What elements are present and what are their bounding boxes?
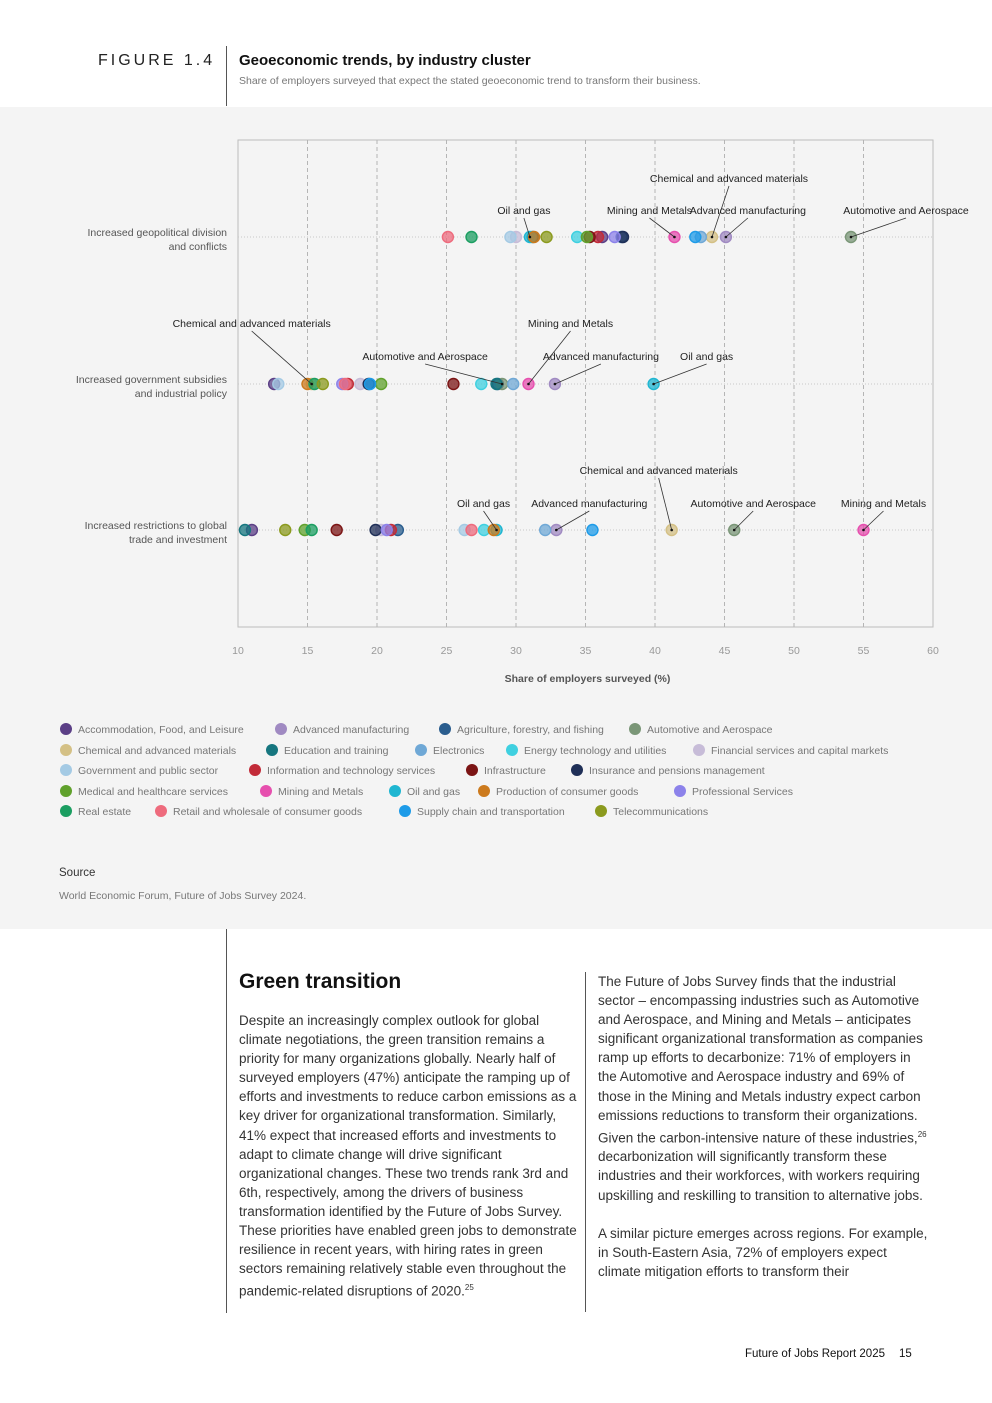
data-point [508, 379, 519, 390]
dot-plot-chart [0, 107, 992, 707]
annotation-anchor [529, 236, 532, 239]
legend-item [60, 762, 218, 780]
figure-subtitle: Share of employers surveyed that expect the stated geoeconomic trend to transform their business. [239, 75, 701, 87]
data-point [587, 525, 598, 536]
legend-item [389, 783, 460, 801]
legend-label: Electronics [433, 744, 485, 757]
legend-item [399, 803, 565, 821]
legend-swatch [60, 723, 72, 735]
x-axis-label: Share of employers surveyed (%) [504, 673, 671, 685]
data-point [609, 232, 620, 243]
legend-item [60, 783, 228, 801]
legend-swatch [155, 805, 167, 817]
legend-swatch [399, 805, 411, 817]
page-footer [745, 1348, 912, 1360]
data-point [491, 379, 502, 390]
legend-label: Telecommunications [613, 806, 709, 818]
x-tick-label: 60 [927, 645, 939, 657]
legend-swatch [60, 805, 72, 817]
legend-label: Real estate [78, 806, 132, 818]
annotation-label: Mining and Metals [527, 318, 614, 330]
x-tick-label: 45 [718, 645, 731, 657]
data-point [273, 379, 284, 390]
row-label: Increased geopolitical division [87, 227, 227, 239]
legend-swatch [506, 744, 518, 756]
legend-swatch [439, 723, 451, 735]
legend-item [466, 762, 546, 780]
paragraph-text: A similar picture emerges across regions. For example, in South-Eastern Asia, 72% of employers expect climate mitigation efforts to transform their [598, 1225, 928, 1279]
annotation-anchor [652, 383, 655, 386]
legend-item [60, 803, 131, 821]
data-point [466, 232, 477, 243]
data-point [581, 232, 592, 243]
annotation-anchor [850, 236, 853, 239]
legend-swatch [60, 744, 72, 756]
row-label: trade and investment [128, 534, 227, 546]
annotation-label: Chemical and advanced materials [172, 318, 331, 330]
footnote-ref[interactable]: 26 [917, 1129, 927, 1139]
x-tick-label: 15 [301, 645, 314, 657]
legend-swatch [674, 785, 686, 797]
legend-label: Insurance and pensions management [589, 765, 765, 777]
data-point [306, 525, 317, 536]
legend-label: Professional Services [692, 785, 793, 798]
legend-item [249, 762, 435, 780]
text-divider-right [585, 972, 586, 1312]
legend-item [629, 721, 773, 739]
paragraph-text: Despite an increasingly complex outlook for global climate negotiations, the green transition remains a priority for many organizations globally. Nearly half of surveyed employers (47%) anticipate the ramping up of efforts and investments to reduce carbon emissions as a key driver for organizational transformation. Similarly, 41% expect that increased efforts and investments to adapt to climate change will drive significant organizational changes. These two trends rank 3rd and 6th, respectively, among the drivers of business transformation identified by the Future of Jobs Survey. These priorities have enabled green jobs to demonstrate resilience in recent years, with hiring rates in green sectors remaining relatively stable even throughout the pandemic-related disruptions of 2020. [239, 1013, 577, 1299]
annotation-anchor [711, 236, 714, 239]
legend-label: Supply chain and transportation [417, 806, 565, 818]
annotation-label: Oil and gas [456, 498, 511, 510]
figure-title: Geoeconomic trends, by industry cluster [239, 52, 531, 69]
legend-item [571, 762, 765, 780]
annotation-label: Automotive and Aerospace [843, 205, 969, 217]
paragraph-text: The Future of Jobs Survey finds that the industrial sector – encompassing industries such as Automotive and Aerospace, and Mining and Metals – anticipates significant organizational transformation as companies ramp up efforts to decarbonize: 71% of employers in the Automotive and Aerospace industry and 69% of those in the Mining and Metals industry expect carbon emissions reductions to transform their organizations. Given the carbon-intensive nature of these industries, [598, 974, 923, 1146]
page-number: 15 [899, 1348, 912, 1360]
legend-label: Education and training [284, 744, 389, 757]
annotation-label: Chemical and advanced materials [649, 173, 809, 185]
legend-swatch [571, 764, 583, 776]
annotation-anchor [862, 529, 865, 532]
data-point [381, 525, 392, 536]
text-divider-left [226, 929, 227, 1313]
data-point [331, 525, 342, 536]
legend-label: Oil and gas [407, 785, 461, 798]
legend-label: Medical and healthcare services [78, 785, 228, 798]
source-text: World Economic Forum, Future of Jobs Survey 2024. [59, 890, 307, 902]
paragraph [598, 1224, 933, 1281]
annotation-anchor [527, 383, 530, 386]
annotation-anchor [733, 529, 736, 532]
annotation-anchor [670, 529, 673, 532]
legend-item [260, 783, 363, 801]
annotation-anchor [725, 236, 728, 239]
legend-item [275, 721, 409, 739]
paragraph [239, 1011, 579, 1301]
x-tick-label: 35 [579, 645, 592, 657]
legend-swatch [693, 744, 705, 756]
x-tick-label: 55 [857, 645, 870, 657]
paragraph-text: decarbonization will significantly transform these industries and their workforces, with workers requiring upskilling and reskilling to transition to alternative jobs. [598, 1149, 923, 1203]
legend-item [155, 803, 362, 821]
x-tick-label: 20 [371, 645, 383, 657]
data-point [317, 379, 328, 390]
legend-item [266, 742, 389, 760]
row-label: Increased government subsidies [75, 374, 227, 386]
data-point [541, 232, 552, 243]
legend-swatch [389, 785, 401, 797]
x-tick-label: 40 [649, 645, 661, 657]
legend-label: Agriculture, forestry, and fishing [457, 724, 604, 736]
row-label: and industrial policy [134, 388, 227, 400]
x-tick-label: 10 [232, 645, 244, 657]
legend-label: Infrastructure [484, 765, 546, 777]
data-point [505, 232, 516, 243]
body-column-1 [239, 1011, 579, 1320]
figure-divider [226, 46, 227, 106]
legend-item [478, 783, 638, 801]
x-tick-label: 25 [440, 645, 453, 657]
annotation-label: Mining and Metals [840, 498, 927, 510]
legend-label: Energy technology and utilities [524, 744, 667, 757]
legend-swatch [466, 764, 478, 776]
legend-item [674, 783, 793, 801]
annotation-label: Automotive and Aerospace [690, 498, 816, 510]
data-point [476, 379, 487, 390]
annotation-label: Advanced manufacturing [689, 205, 806, 217]
legend-swatch [266, 744, 278, 756]
legend-item [506, 742, 666, 760]
legend-label: Government and public sector [78, 765, 219, 777]
legend-swatch [60, 785, 72, 797]
annotation-label: Chemical and advanced materials [579, 465, 738, 477]
legend-label: Production of consumer goods [496, 785, 639, 798]
legend-item [60, 721, 244, 739]
figure-label: FIGURE 1.4 [98, 52, 216, 69]
legend-item [439, 721, 604, 739]
x-tick-label: 30 [510, 645, 522, 657]
legend-swatch [249, 764, 261, 776]
legend-swatch [629, 723, 641, 735]
data-point [370, 525, 381, 536]
annotation-anchor [673, 236, 676, 239]
x-tick-label: 50 [788, 645, 800, 657]
report-name: Future of Jobs Report 2025 [745, 1348, 885, 1360]
data-point [448, 379, 459, 390]
legend-swatch [275, 723, 287, 735]
data-point [365, 379, 376, 390]
legend-item [415, 742, 484, 760]
annotation-label: Mining and Metals [606, 205, 693, 217]
annotation-anchor [310, 383, 313, 386]
paragraph [598, 972, 933, 1205]
legend-swatch [595, 805, 607, 817]
legend-swatch [260, 785, 272, 797]
legend-swatch [60, 764, 72, 776]
legend-label: Financial services and capital markets [711, 744, 889, 757]
legend-item [60, 742, 236, 760]
legend-label: Mining and Metals [278, 785, 364, 798]
annotation-anchor [554, 383, 557, 386]
annotation-anchor [501, 383, 504, 386]
legend-label: Advanced manufacturing [293, 724, 410, 736]
legend-label: Automotive and Aerospace [647, 724, 773, 736]
data-point [280, 525, 291, 536]
legend-swatch [415, 744, 427, 756]
annotation-label: Advanced manufacturing [542, 351, 659, 363]
legend-label: Chemical and advanced materials [78, 744, 237, 757]
annotation-anchor [495, 529, 498, 532]
row-label: Increased restrictions to global [84, 520, 227, 532]
section-title: Green transition [239, 970, 402, 993]
data-point [442, 232, 453, 243]
legend-label: Accommodation, Food, and Leisure [78, 724, 244, 736]
row-label: and conflicts [168, 241, 227, 253]
legend-item [693, 742, 888, 760]
figure-panel [0, 107, 992, 929]
data-point [239, 525, 250, 536]
data-point [340, 379, 351, 390]
annotation-label: Oil and gas [497, 205, 551, 217]
annotation-label: Automotive and Aerospace [362, 351, 488, 363]
annotation-label: Advanced manufacturing [531, 498, 648, 510]
legend-item [595, 803, 708, 821]
data-point [376, 379, 387, 390]
legend-label: Retail and wholesale of consumer goods [173, 806, 363, 818]
data-point [540, 525, 551, 536]
source-heading: Source [59, 867, 96, 879]
footnote-ref[interactable]: 25 [464, 1283, 474, 1293]
legend-swatch [478, 785, 490, 797]
annotation-anchor [555, 529, 558, 532]
annotation-label: Oil and gas [680, 351, 734, 363]
data-point [690, 232, 701, 243]
body-column-2 [598, 972, 933, 1300]
legend-label: Information and technology services [267, 765, 436, 777]
data-point [466, 525, 477, 536]
figure-header [0, 0, 992, 107]
